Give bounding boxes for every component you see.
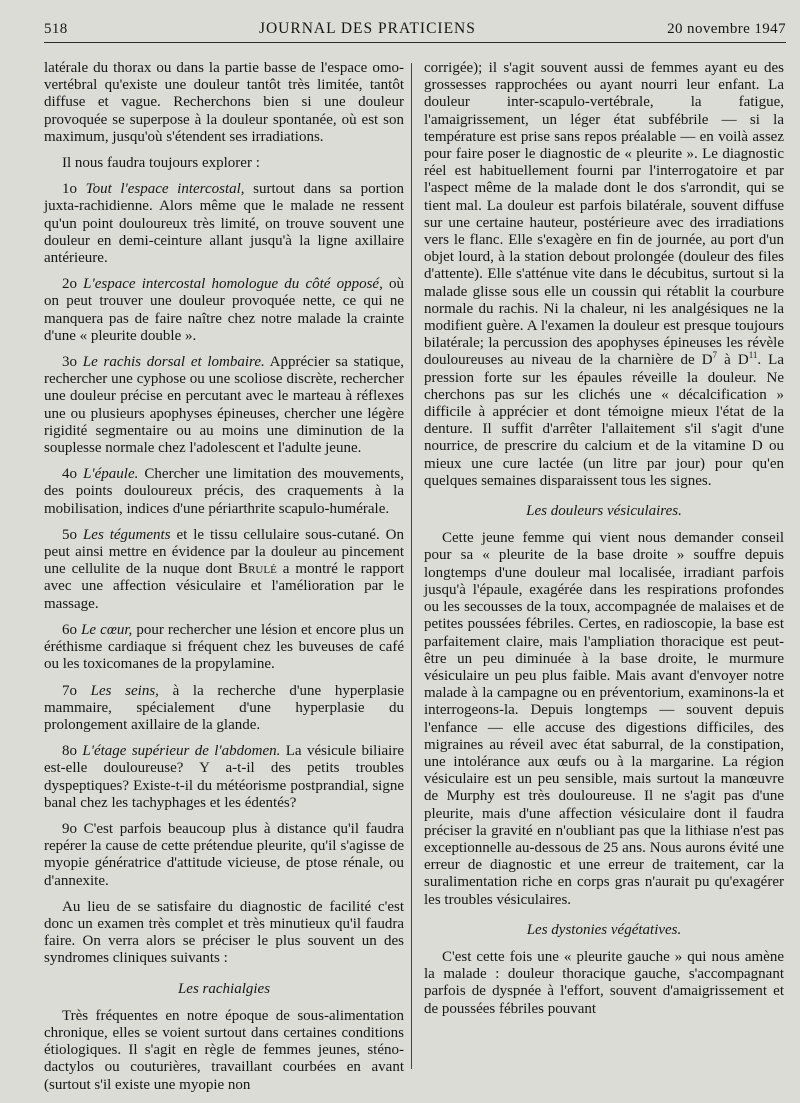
item-title: L'étage supérieur de l'abdomen. [82, 743, 281, 760]
superscript: 11 [748, 350, 758, 361]
text-run: à D [717, 352, 749, 369]
item-text: pour rechercher une lésion et encore plus un éréthisme cardiaque si fréquent chez les buveuses de café ou les toxicomanes de la propylamine. [44, 621, 404, 673]
item-text: surtout dans sa portion juxta-rachidienne. Alors même que le malade ne ressent qu'un point douloureux très limité, on trouve souvent une douleur en demi-ceinture allant jusqu'à la ligne axillaire antérieure. [44, 181, 404, 267]
item-text: C'est parfois beaucoup plus à distance qu'il faudra repérer la cause de cette prétendue pleurite, qu'il s'agisse de myopie génératrice d'attitude vicieuse, de ptose rénale, ou d'annexite. [44, 820, 404, 889]
paragraph [424, 60, 784, 490]
item-text: La vésicule biliaire est-elle douloureuse? Y a-t-il des petits troubles dyspeptiques? Existe-t-il du météorisme postprandial, signe banal chez les tachyphages et les édentés? [44, 743, 404, 811]
list-item [44, 276, 404, 345]
item-text: Apprécier sa statique, rechercher une cyphose ou une scoliose discrète, rechercher une douleur précise en percutant avec le marteau à réflexes une ou plusieurs apophyses épineuses, chercher une légère rigidité segmentaire ou au moins une diminution de la souplesse normale chez l'adolescent et l'adulte jeune. [44, 354, 404, 457]
list-item [44, 527, 404, 613]
section-heading: Les douleurs vésiculaires. [526, 503, 682, 520]
item-title: Le rachis dorsal et lombaire. [82, 354, 265, 371]
item-number: 3o [62, 354, 77, 371]
paragraph: Cette jeune femme qui vient nous demander conseil pour sa « pleurite de la base droite » souffre depuis longtemps d'une douleur mal localisée, irradiant parfois jusqu'à l'épaule, exagérée dans les respirations profondes ou les secousses de la toux, accompagnée de malaises et de petites poussées fébriles. Certes, en radioscopie, la base est parfaitement claire, mais l'ampliation thoracique est peut-être un peu diminuée à la base droite, le murmure vésiculaire un peu plus faible. Mais avant d'envoyer notre malade à la campagne ou en préventorium, examinons-la et interrogeons-la. Depuis longtemps — souvent depuis l'enfance — elle accuse des digestions difficiles, des migraines au réveil avec état saburral, de la constipation, une intolérance aux œufs ou à la margarine. La région vésiculaire est un peu sensible, mais surtout la manœuvre de Murphy est très douloureuse. Il ne s'agit pas d'une pleurite, mais d'une affection vésiculaire dont il faudra préciser la gravité en n'oubliant pas que la lithiase n'est pas exceptionnelle au-dessous de 25 ans. Nous aurons évité une erreur de diagnostic et une erreur de traitement, car la suralimentation riche en corps gras n'aurait pu qu'exagérer les troubles vésiculaires. [424, 530, 784, 908]
item-number: 1o [62, 181, 77, 198]
item-title: Les seins, [90, 682, 159, 699]
item-number: 4o [62, 466, 77, 483]
section-heading: Les dystonies végétatives. [526, 921, 682, 938]
text-run: . La pression forte sur les épaules réveille la douleur. Ne cherchons pas sur les clichés une « décalcification » difficile à apprécier et dont témoigne mieux l'état de la denture. Il suffit d'arrêter l'allaitement s'il s'agit d'une nourrice, de prescrire du calcium et de la vitamine D ou mieux une cure lactée (un litre par jour) pour qu'en quelques semaines disparaissent tous les signes. [424, 352, 784, 489]
list-item [44, 743, 404, 812]
superscript: 7 [712, 350, 718, 361]
list-item [44, 622, 404, 674]
item-number: 5o [62, 526, 77, 543]
paragraph: Au lieu de se satisfaire du diagnostic de facilité c'est donc un examen très complet et très minutieux qu'il faudra faire. On verra alors se préciser le plus souvent un des syndromes cliniques suivants : [44, 898, 404, 967]
paragraph: Très fréquentes en notre époque de sous-alimentation chronique, elles se voient surtout dans certaines conditions étiologiques. Il s'agit en règle de femmes jeunes, sténo-dactylos ou couturières, travaillant courbées en avant (surtout s'il existe une myopie non [44, 1007, 404, 1093]
page-number: 518 [44, 21, 68, 37]
journal-title: JOURNAL DES PRATICIENS [258, 20, 476, 37]
item-number: 2o [62, 276, 77, 293]
list-item [44, 466, 404, 518]
item-number: 9o [62, 820, 77, 837]
right-column [424, 60, 784, 1027]
list-item [44, 821, 404, 890]
item-title: L'épaule. [83, 466, 139, 483]
item-text: Chercher une limitation des mouvements, des points douloureux précis, des craquements à la mobilisation, indices d'une périarthrite scapulo-humérale. [44, 466, 405, 517]
left-column [44, 60, 404, 1103]
item-title: Le cœur, [81, 621, 133, 638]
item-number: 8o [62, 743, 77, 760]
list-item [44, 683, 404, 735]
item-text: à la recherche d'une hyperplasie mammaire, spécialement d'une hyperplasie du prolongement axillaire de la glande. [44, 682, 405, 733]
item-text: et le tissu cellulaire sous-cutané. On peut ainsi mettre en évidence par la douleur au pincement une cellulite de la nuque dont [44, 526, 404, 578]
item-number: 6o [62, 621, 77, 638]
author-name: Brulé [238, 561, 277, 578]
issue-date: 20 novembre 1947 [667, 21, 786, 37]
text-run: corrigée); il s'agit souvent aussi de femmes ayant eu des grossesses rapprochées ou ayant nourri leur enfant. La douleur inter-scapulo-vertébrale, la fatigue, l'amaigrissement, un léger état subfébrile — si la température est prise sans repos préalable — en voilà assez pour faire poser le diagnostic de « pleurite ». Le diagnostic réel est habituellement fourni par l'interrogatoire et par l'aspect même de la malade dont le dos s'arrondit, qui se tient mal. La douleur est parfois bilatérale, souvent diffuse sur une certaine hauteur, postérieure avec des irradiations vers le flanc. Elle s'exagère en fin de journée, au port d'un objet lourd, à la station debout prolongée (douleur des files d'attente). Elle s'atténue vite dans le décubitus, surtout si la malade glisse sous elle un coussin qui rétablit la courbure normale du rachis. Ni la chaleur, ni les analgésiques ne la modifient guère. A l'examen la douleur est presque toujours bilatérale; la percussion des apophyses épineuses les révèle douloureuses au niveau de la charnière de D [424, 60, 784, 369]
section-heading: Les rachialgies [177, 980, 271, 997]
paragraph: C'est cette fois une « pleurite gauche » qui nous amène la malade : douleur thoracique gauche, s'accompagnant parfois de dyspnée à l'effort, souvent d'amaigrissement et de poussées fébriles pouvant [424, 948, 784, 1017]
item-number: 7o [62, 682, 77, 699]
column-divider [411, 63, 412, 1069]
item-text: a montré le rapport avec une affection vésiculaire et l'amélioration par le massage. [44, 561, 404, 612]
paragraph: Il nous faudra toujours explorer : [62, 155, 260, 172]
item-title: L'espace intercostal homologue du côté opposé, [83, 276, 383, 293]
paragraph: latérale du thorax ou dans la partie basse de l'espace omo-vertébral qu'existe une douleur tantôt très limitée, tantôt diffuse et vague. Recherchons bien si une douleur provoquée se superpose à la douleur spontanée, où est son maximum, jusqu'où s'étendent ses irradiations. [44, 60, 404, 145]
item-text: où on peut trouver une douleur provoquée nette, ce qui ne manquera pas de faire naître chez notre malade la crainte d'une « pleurite double ». [44, 276, 405, 344]
list-item [44, 354, 404, 457]
running-header [44, 15, 786, 43]
item-title: Les téguments [82, 526, 171, 543]
item-title: Tout l'espace intercostal, [85, 181, 245, 198]
list-item [44, 181, 404, 267]
